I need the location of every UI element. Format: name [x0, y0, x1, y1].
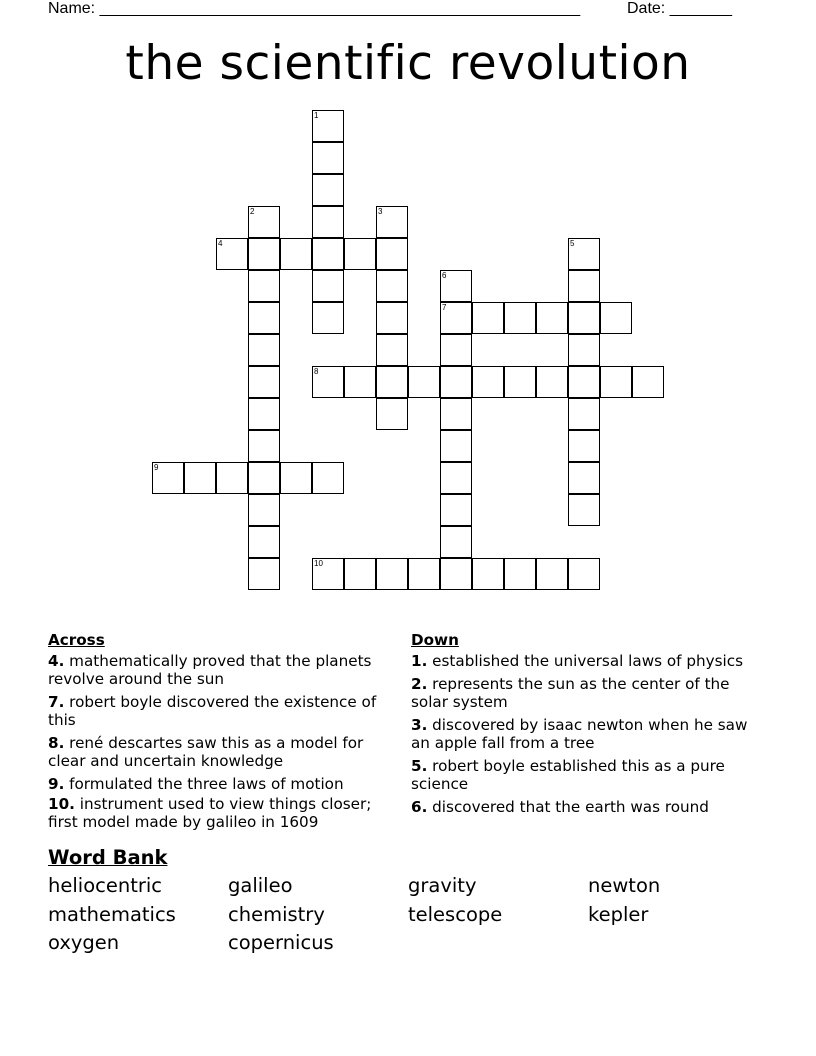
- crossword-cell[interactable]: [280, 462, 312, 494]
- crossword-cell[interactable]: [248, 430, 280, 462]
- crossword-cell[interactable]: [568, 334, 600, 366]
- across-clue: [48, 652, 393, 688]
- clue-text: robert boyle established this as a pure science: [411, 757, 725, 793]
- crossword-cell[interactable]: [376, 558, 408, 590]
- crossword-cell[interactable]: [248, 462, 280, 494]
- date-field[interactable]: Date: _______: [627, 0, 732, 17]
- crossword-cell[interactable]: [568, 366, 600, 398]
- crossword-cell[interactable]: [568, 398, 600, 430]
- crossword-cell[interactable]: [312, 110, 344, 142]
- crossword-cell[interactable]: [504, 558, 536, 590]
- clue-number: 7.: [48, 693, 65, 711]
- crossword-cell[interactable]: [312, 558, 344, 590]
- word-bank-item: oxygen: [48, 931, 120, 954]
- down-clue: [411, 675, 756, 711]
- crossword-cell[interactable]: [568, 302, 600, 334]
- word-bank-item: kepler: [588, 903, 649, 926]
- down-heading: Down: [411, 631, 459, 649]
- crossword-cell[interactable]: [184, 462, 216, 494]
- crossword-cell[interactable]: [568, 430, 600, 462]
- crossword-cell[interactable]: [568, 462, 600, 494]
- crossword-cell[interactable]: [440, 494, 472, 526]
- crossword-cell[interactable]: [312, 174, 344, 206]
- clue-number: 4.: [48, 652, 65, 670]
- crossword-cell[interactable]: [376, 398, 408, 430]
- across-clue: [48, 795, 393, 831]
- clue-text: instrument used to view things closer; first model made by galileo in 1609: [48, 795, 372, 831]
- crossword-cell[interactable]: [504, 302, 536, 334]
- word-bank-item: copernicus: [228, 931, 334, 954]
- clue-number: 2.: [411, 675, 428, 693]
- crossword-cell[interactable]: [152, 462, 184, 494]
- word-bank-item: newton: [588, 874, 661, 897]
- cell-number: 4: [218, 239, 223, 248]
- across-clue: [48, 734, 393, 770]
- crossword-cell[interactable]: [376, 270, 408, 302]
- cell-number: 1: [314, 111, 319, 120]
- down-clues: [411, 630, 756, 821]
- word-bank-item: mathematics: [48, 903, 176, 926]
- crossword-cell[interactable]: [440, 462, 472, 494]
- cell-number: 2: [250, 207, 255, 216]
- cell-number: 3: [378, 207, 383, 216]
- crossword-cell[interactable]: [408, 558, 440, 590]
- crossword-cell[interactable]: [312, 238, 344, 270]
- page-title: the scientific revolution: [125, 36, 691, 91]
- crossword-cell[interactable]: [472, 558, 504, 590]
- crossword-cell[interactable]: [216, 462, 248, 494]
- crossword-cell[interactable]: [568, 558, 600, 590]
- clue-number: 5.: [411, 757, 428, 775]
- down-clue: [411, 652, 756, 670]
- crossword-cell[interactable]: [440, 398, 472, 430]
- crossword-cell[interactable]: [504, 366, 536, 398]
- clue-number: 8.: [48, 734, 65, 752]
- crossword-cell[interactable]: [440, 430, 472, 462]
- clue-number: 6.: [411, 798, 428, 816]
- crossword-cell[interactable]: [568, 494, 600, 526]
- crossword-cell[interactable]: [408, 366, 440, 398]
- crossword-cell[interactable]: [344, 558, 376, 590]
- crossword-cell[interactable]: [312, 462, 344, 494]
- across-clues: [48, 630, 393, 836]
- crossword-cell[interactable]: [248, 494, 280, 526]
- crossword-cell[interactable]: [472, 366, 504, 398]
- word-bank-item: gravity: [408, 874, 477, 897]
- crossword-cell[interactable]: [248, 526, 280, 558]
- crossword-cell[interactable]: [248, 366, 280, 398]
- clue-number: 1.: [411, 652, 428, 670]
- crossword-cell[interactable]: [312, 270, 344, 302]
- crossword-cell[interactable]: [376, 206, 408, 238]
- crossword-cell[interactable]: [568, 238, 600, 270]
- crossword-cell[interactable]: [600, 366, 632, 398]
- crossword-cell[interactable]: [440, 366, 472, 398]
- crossword-cell[interactable]: [248, 334, 280, 366]
- clue-number: 9.: [48, 775, 65, 793]
- crossword-cell[interactable]: [312, 142, 344, 174]
- crossword-cell[interactable]: [344, 366, 376, 398]
- crossword-cell[interactable]: [568, 270, 600, 302]
- crossword-cell[interactable]: [248, 238, 280, 270]
- cell-number: 9: [154, 463, 159, 472]
- cell-number: 7: [442, 303, 447, 312]
- clue-text: robert boyle discovered the existence of this: [48, 693, 377, 729]
- crossword-cell[interactable]: [472, 302, 504, 334]
- crossword-cell[interactable]: [440, 334, 472, 366]
- crossword-cell[interactable]: [248, 206, 280, 238]
- cell-number: 10: [314, 559, 323, 568]
- crossword-cell[interactable]: [280, 238, 312, 270]
- crossword-cell[interactable]: [440, 302, 472, 334]
- crossword-cell[interactable]: [376, 238, 408, 270]
- crossword-cell[interactable]: [440, 526, 472, 558]
- word-bank-title: Word Bank: [48, 846, 168, 869]
- cell-number: 5: [570, 239, 575, 248]
- crossword-cell[interactable]: [440, 558, 472, 590]
- crossword-cell[interactable]: [536, 302, 568, 334]
- word-bank-item: heliocentric: [48, 874, 163, 897]
- across-clue: [48, 693, 393, 729]
- clue-text: mathematically proved that the planets revolve around the sun: [48, 652, 372, 688]
- crossword-cell[interactable]: [440, 270, 472, 302]
- crossword-cell[interactable]: [632, 366, 664, 398]
- crossword-cell[interactable]: [248, 270, 280, 302]
- word-bank-item: galileo: [228, 874, 293, 897]
- crossword-cell[interactable]: [344, 238, 376, 270]
- down-clue: [411, 757, 756, 793]
- down-clue: [411, 798, 756, 816]
- cell-number: 6: [442, 271, 447, 280]
- crossword-cell[interactable]: [248, 398, 280, 430]
- crossword-cell[interactable]: [312, 206, 344, 238]
- clue-number: 10.: [48, 795, 75, 813]
- crossword-cell[interactable]: [248, 302, 280, 334]
- clue-number: 3.: [411, 716, 428, 734]
- name-field[interactable]: Name: ______________________________________________________: [48, 0, 581, 17]
- crossword-cell[interactable]: [600, 302, 632, 334]
- crossword-cell[interactable]: [216, 238, 248, 270]
- clue-text: formulated the three laws of motion: [69, 775, 344, 793]
- crossword-cell[interactable]: [536, 366, 568, 398]
- clue-text: represents the sun as the center of the solar system: [411, 675, 730, 711]
- clue-text: discovered by isaac newton when he saw an apple fall from a tree: [411, 716, 748, 752]
- cell-number: 8: [314, 367, 319, 376]
- crossword-cell[interactable]: [312, 366, 344, 398]
- crossword-cell[interactable]: [248, 558, 280, 590]
- crossword-cell[interactable]: [376, 334, 408, 366]
- clue-text: established the universal laws of physics: [432, 652, 743, 670]
- word-bank-item: chemistry: [228, 903, 325, 926]
- crossword-cell[interactable]: [536, 558, 568, 590]
- across-clue: [48, 775, 393, 793]
- across-heading: Across: [48, 631, 105, 649]
- crossword-cell[interactable]: [376, 302, 408, 334]
- crossword-cell[interactable]: [376, 366, 408, 398]
- down-clue: [411, 716, 756, 752]
- clue-text: discovered that the earth was round: [432, 798, 709, 816]
- crossword-cell[interactable]: [312, 302, 344, 334]
- word-bank-item: telescope: [408, 903, 503, 926]
- clue-text: rené descartes saw this as a model for clear and uncertain knowledge: [48, 734, 364, 770]
